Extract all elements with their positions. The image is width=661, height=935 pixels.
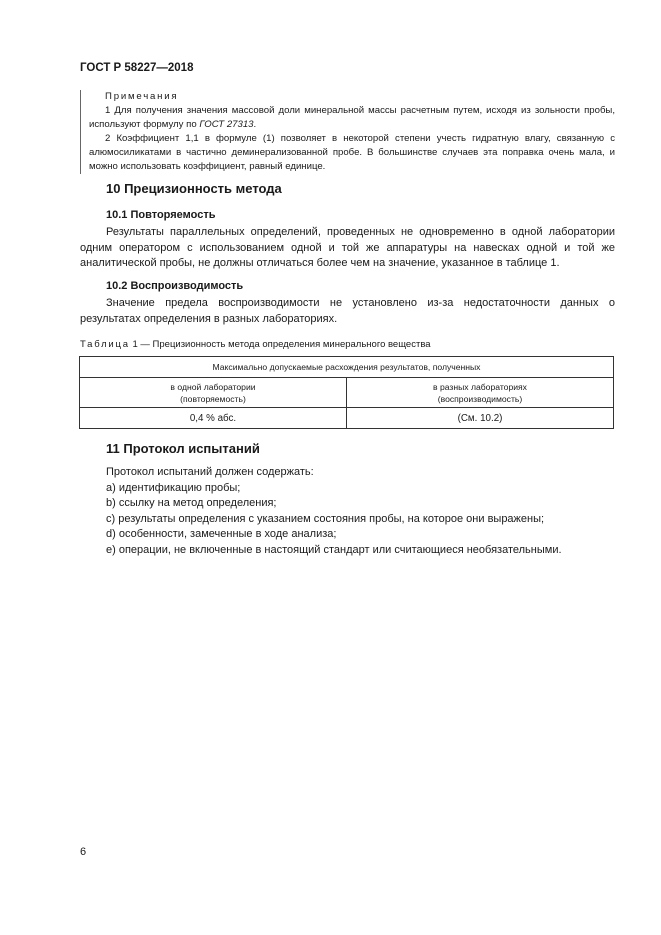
precision-table xyxy=(79,356,614,429)
list-item: Протокол испытаний должен содержать: xyxy=(106,466,314,478)
protocol-list xyxy=(106,465,562,558)
table-value-reproducibility: (См. 10.2) xyxy=(347,408,614,429)
section-10-1-text xyxy=(80,225,615,272)
list-item: а) идентификацию пробы; xyxy=(106,481,241,494)
document-header: ГОСТ Р 58227—2018 xyxy=(80,62,194,74)
section-10-1-heading: 10.1 Повторяемость xyxy=(106,209,216,221)
notes-block xyxy=(80,90,615,174)
section-10-2-text xyxy=(80,296,615,327)
col1-line2: (повторяемость) xyxy=(180,393,246,404)
table-header-main: Максимально допускаемые расхождения результатов, полученных xyxy=(80,357,614,378)
section-10-heading: 10 Прецизионность метода xyxy=(106,181,282,196)
table-header-col2 xyxy=(347,378,614,408)
section-11-heading: 11 Протокол испытаний xyxy=(106,441,260,456)
list-item: е) операции, не включенные в настоящий стандарт или считающиеся необязательными. xyxy=(106,543,562,556)
list-item: b) ссылку на метод определения; xyxy=(106,497,277,509)
col2-line2: (воспроизводимость) xyxy=(437,393,523,404)
table-caption xyxy=(80,339,431,350)
note-1-text: 1 Для получения значения массовой доли минеральной массы расчетным путем, исходя из зольности пробы, используют формулу по xyxy=(89,105,615,130)
note-1-end: . xyxy=(253,119,257,130)
section-10-2-paragraph: Значение предела воспроизводимости не установлено из-за недостаточности данных о результатах определения в разных лабораториях. xyxy=(80,297,615,325)
notes-title: Примечания xyxy=(105,91,179,102)
note-1-ref: ГОСТ 27313 xyxy=(199,119,254,130)
col2-line1: в разных лабораториях xyxy=(433,381,527,392)
table-value-repeatability: 0,4 % абс. xyxy=(80,408,347,429)
table-caption-text: 1 — Прецизионность метода определения минерального вещества xyxy=(129,339,431,350)
section-10-2-heading: 10.2 Воспроизводимость xyxy=(106,280,244,292)
table-caption-label: Таблица xyxy=(80,339,130,350)
section-10-1-paragraph: Результаты параллельных определений, проведенных не одновременно в одной лаборатории одним оператором с использованием одной и той же аппаратуры на навесках одной и той же аналитической пробы, не должны отличаться более чем на значение, указанное в таблице 1. xyxy=(80,226,615,269)
col1-line1: в одной лаборатории xyxy=(170,381,256,392)
note-2: 2 Коэффициент 1,1 в формуле (1) позволяет в некоторой степени учесть гидратную влагу, связанную с алюмосиликатами в частично деминерализованной пробе. В большинстве случаев эта поправка очень мала, и можно использовать коэффициент, равный единице. xyxy=(89,133,615,172)
page-number: 6 xyxy=(80,846,87,858)
table-header-col1 xyxy=(80,378,347,408)
list-item: d) особенности, замеченные в ходе анализа; xyxy=(106,528,337,540)
note-1 xyxy=(89,104,615,132)
list-item: c) результаты определения с указанием состояния пробы, на которое они выражены; xyxy=(106,512,545,525)
